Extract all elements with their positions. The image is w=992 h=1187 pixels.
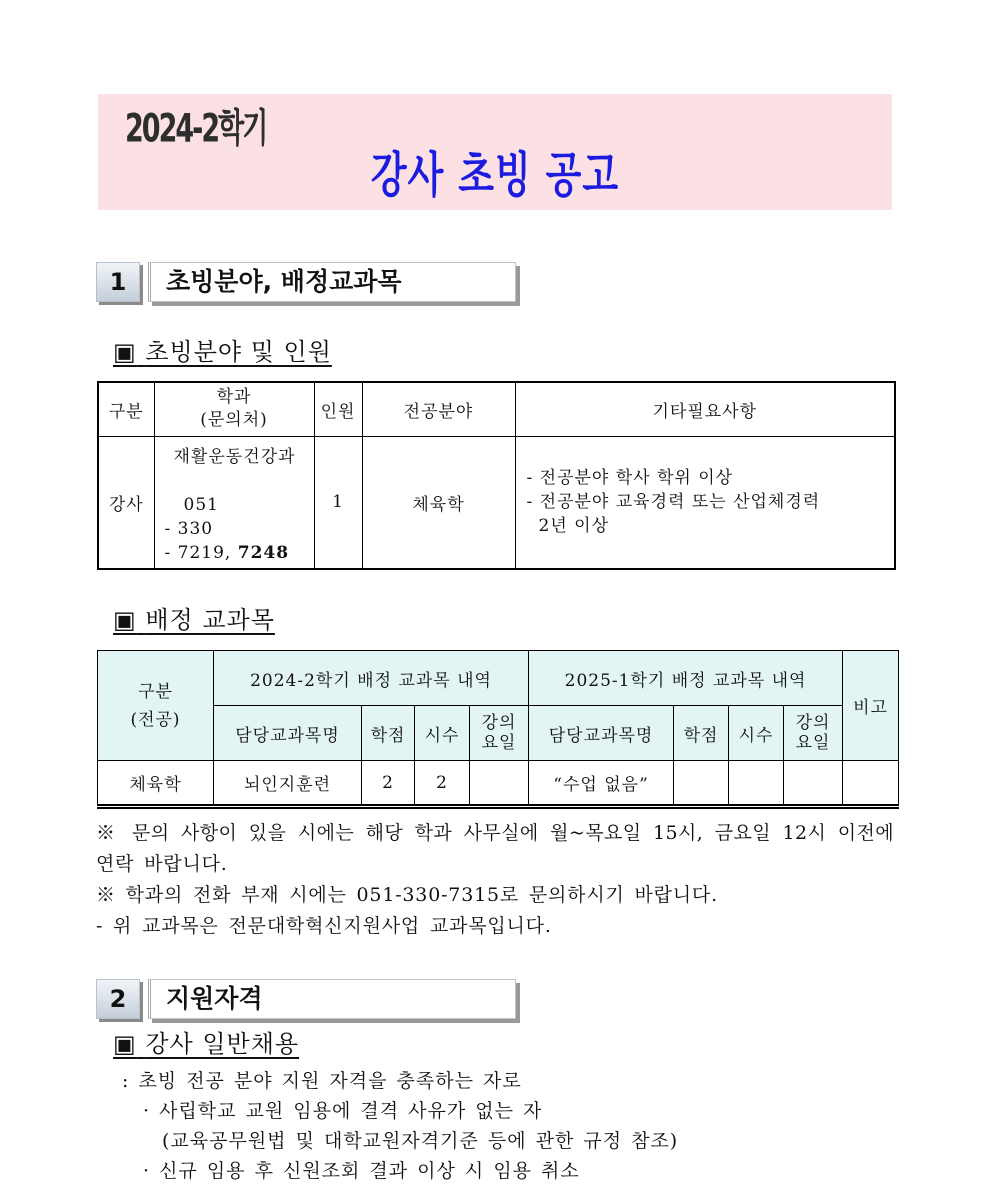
recruit-heading [113,337,332,367]
phone-line-2: - 330 [164,518,214,539]
cell-term1-course: 뇌인지훈련 [214,761,362,807]
section-2-number: 2 [96,979,140,1019]
header-day-line-1: 강의 [481,713,517,733]
header-term2-day [784,706,843,761]
header-major: 전공분야 [362,382,515,436]
cell-openings: 1 [314,436,362,569]
phone-extra-number: 7248 [237,542,290,563]
cell-major: 체육학 [362,436,515,569]
courses-heading [113,605,275,635]
cell-category: 체육학 [98,761,214,807]
header-category: 구분 [98,382,154,436]
header-major-label: (전공) [130,709,181,730]
cell-department-contact [154,436,314,569]
qualification-list [0,1066,992,1186]
header-remarks: 비고 [843,651,899,761]
note-line-1: ※ 문의 사항이 있을 시에는 해당 학과 사무실에 월~목요일 15시, 금요일 12시 이전에 [96,822,894,844]
recruit-heading-text: 초빙분야 및 인원 [145,338,332,366]
cell-category: 강사 [98,436,154,569]
table-header-row [98,382,895,436]
header-term2-credits: 학점 [674,706,729,761]
note-line-4: - 위 교과목은 전문대학혁신지원사업 교과목입니다. [96,915,552,937]
table-header-row [98,651,899,706]
qualification-item-2: · 신규 임용 후 신원조회 결과 이상 시 임용 취소 [143,1160,580,1182]
section-1-title: 초빙분야, 배정교과목 [148,262,516,302]
header-term2-hours: 시수 [729,706,784,761]
courses-heading-text: 배정 교과목 [145,606,275,634]
header-openings: 인원 [314,382,362,436]
qualification-item-1: · 사립학교 교원 임용에 결격 사유가 없는 자 [143,1100,543,1122]
recruitment-table [97,381,896,570]
cell-term1-day [470,761,529,807]
header-contact-label: (문의처) [200,410,268,431]
note-line-3: ※ 학과의 전화 부재 시에는 051-330-7315로 문의하시기 바랍니다. [96,884,718,906]
general-hiring-heading [113,1029,299,1059]
header-day-line-2: 요일 [481,733,517,753]
header-day-line-2: 요일 [795,733,831,753]
square-bullet-icon: ▣ [113,606,137,634]
header-category-label: 구분 [138,681,173,702]
header-day-line-1: 강의 [795,713,831,733]
semester-label: 2024-2학기 [125,106,267,152]
cell-term2-day [784,761,843,807]
qualification-item-1-note: (교육공무원법 및 대학교원자격기준 등에 관한 규정 참조) [162,1130,679,1152]
header-department [154,382,314,436]
header-term1-credits: 학점 [362,706,415,761]
cell-remarks [843,761,899,807]
header-requirements: 기타필요사항 [515,382,895,436]
header-term1: 2024-2학기 배정 교과목 내역 [214,651,529,706]
header-term2-course: 담당교과목명 [529,706,674,761]
section-2-title: 지원자격 [148,979,516,1019]
cell-requirements [515,436,895,569]
header-term1-day [470,706,529,761]
cell-term2-hours [729,761,784,807]
cell-term1-credits: 2 [362,761,415,807]
square-bullet-icon: ▣ [113,338,137,366]
note-line-2: 연락 바랍니다. [96,853,228,875]
requirement-line-3: 2년 이상 [538,516,609,537]
header-term1-hours: 시수 [415,706,470,761]
phone-line-3 [155,541,314,565]
table-subheader-row [98,706,899,761]
header-department-label: 학과 [216,387,252,408]
cell-term2-credits [674,761,729,807]
general-hiring-heading-text: 강사 일반채용 [145,1030,300,1058]
section-1-number: 1 [96,262,140,302]
square-bullet-icon: ▣ [113,1030,137,1058]
table-row [98,761,899,807]
table-row [98,436,895,569]
page-title: 강사 초빙 공고 [370,147,620,204]
phone-line-3-number: - 7219, [164,542,232,563]
qualification-intro: : 초빙 전공 분야 지원 자격을 충족하는 자로 [122,1070,522,1092]
courses-table [97,650,899,809]
header-term1-course: 담당교과목명 [214,706,362,761]
phone-line-1: 051 [183,494,219,515]
header-category [98,651,214,761]
requirement-line-2: - 전공분야 교육경력 또는 산업체경력 [526,492,821,513]
cell-term1-hours: 2 [415,761,470,807]
cell-term2-course: “수업 없음” [529,761,674,807]
header-term2: 2025-1학기 배정 교과목 내역 [529,651,843,706]
requirement-line-1: - 전공분야 학사 학위 이상 [526,468,734,489]
blank-line [155,469,314,493]
title-banner [98,94,892,210]
notes-block [96,818,894,942]
department-name: 재활운동건강과 [173,446,296,467]
